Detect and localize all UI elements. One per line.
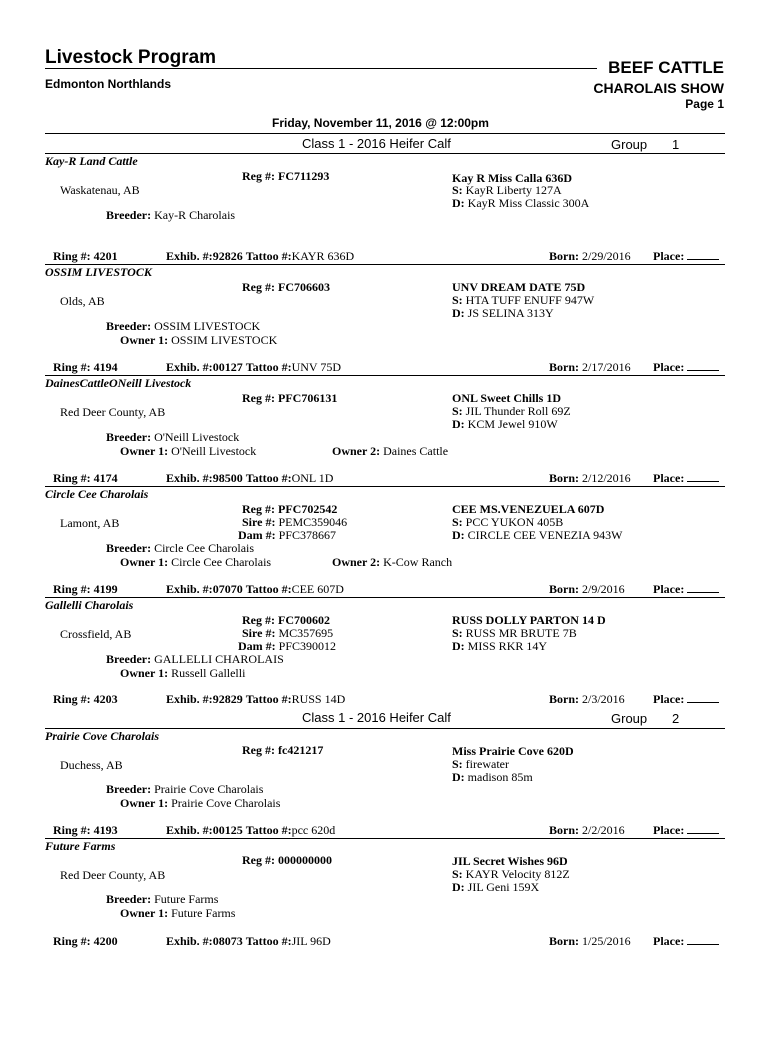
exhib-label: Exhib. #:: [166, 692, 213, 706]
class-rule-top: [45, 133, 725, 134]
ring-label: Ring #:: [53, 934, 91, 948]
dam-name: JS SELINA 313Y: [467, 306, 554, 320]
ring-label: Ring #:: [53, 249, 91, 263]
ring-number: 4199: [93, 582, 118, 596]
exhib-label: Exhib. #:: [166, 360, 213, 374]
group-label: Group: [611, 137, 648, 152]
sire-reg-number: PEMC359046: [278, 515, 348, 529]
tattoo-label: Tattoo #:: [245, 823, 292, 837]
reg-label: Reg #:: [242, 169, 275, 183]
place-blank: [687, 472, 719, 482]
dam-label: D:: [452, 639, 465, 653]
ring-label: Ring #:: [53, 471, 91, 485]
ring-label: Ring #:: [53, 692, 91, 706]
exhib-number: 92826: [212, 249, 243, 263]
born-date: 2/3/2016: [582, 692, 625, 706]
owner1-label: Owner 1:: [120, 796, 169, 810]
exhibitor-name: DainesCattleONeill Livestock: [45, 376, 192, 390]
group-number: 1: [672, 137, 680, 152]
exhibitor-location: Olds, AB: [60, 294, 105, 308]
reg-number: PFC706131: [278, 391, 338, 405]
exhibitor-location: Red Deer County, AB: [60, 868, 166, 882]
sire-name: RUSS MR BRUTE 7B: [465, 626, 577, 640]
sire-label: S:: [452, 757, 463, 771]
exhib-number: 00125: [212, 823, 243, 837]
exhib-number: 00127: [212, 360, 243, 374]
breeder-name: GALLELLI CHAROLAIS: [154, 652, 284, 666]
exhibitor-entry: [0, 839, 770, 1049]
tattoo-value: CEE 607D: [291, 582, 344, 596]
place-label: Place:: [653, 471, 685, 485]
reg-number: FC711293: [278, 169, 330, 183]
breeder-name: Kay-R Charolais: [154, 208, 236, 222]
breeder-label: Breeder:: [106, 892, 152, 906]
place-label: Place:: [653, 692, 685, 706]
breeder-name: OSSIM LIVESTOCK: [154, 319, 261, 333]
owner1-name: Future Farms: [171, 906, 236, 920]
owner2-label: Owner 2:: [332, 444, 381, 458]
exhibitor-name: Prairie Cove Charolais: [45, 729, 160, 743]
group-number: 2: [672, 711, 680, 726]
sire-name: firewater: [465, 757, 509, 771]
owner1-name: Russell Gallelli: [171, 666, 246, 680]
sire-label: S:: [452, 404, 463, 418]
exhib-number: 98500: [212, 471, 243, 485]
sire-name: HTA TUFF ENUFF 947W: [465, 293, 595, 307]
exhib-number: 07070: [212, 582, 243, 596]
dam-label: D:: [452, 417, 465, 431]
reg-label: Reg #:: [242, 391, 275, 405]
tattoo-value: pcc 620d: [291, 823, 336, 837]
tattoo-value: ONL 1D: [291, 471, 334, 485]
place-label: Place:: [653, 934, 685, 948]
ring-number: 4193: [93, 823, 118, 837]
exhibitor-location: Waskatenau, AB: [60, 183, 140, 197]
sire-reg-label: Sire #:: [242, 626, 276, 640]
sire-name: PCC YUKON 405B: [465, 515, 564, 529]
tattoo-value: UNV 75D: [291, 360, 342, 374]
reg-label: Reg #:: [242, 743, 275, 757]
place-blank: [687, 583, 719, 593]
owner2-label: Owner 2:: [332, 555, 381, 569]
dam-name: MISS RKR 14Y: [467, 639, 548, 653]
reg-number: fc421217: [278, 743, 324, 757]
born-label: Born:: [549, 471, 579, 485]
animal-name: CEE MS.VENEZUELA 607D: [452, 502, 605, 516]
sire-name: KAYR Velocity 812Z: [465, 867, 570, 881]
exhibitor-location: Crossfield, AB: [60, 627, 132, 641]
owner1-label: Owner 1:: [120, 444, 169, 458]
breeder-label: Breeder:: [106, 782, 152, 796]
ring-number: 4203: [93, 692, 118, 706]
reg-number: PFC702542: [278, 502, 338, 516]
breeder-name: Prairie Cove Charolais: [154, 782, 264, 796]
animal-name: Miss Prairie Cove 620D: [452, 744, 574, 758]
exhib-label: Exhib. #:: [166, 823, 213, 837]
exhib-number: 92829: [212, 692, 243, 706]
dam-label: D:: [452, 880, 465, 894]
organization: Edmonton Northlands: [45, 77, 171, 91]
group-label: Group: [611, 711, 648, 726]
sire-label: S:: [452, 626, 463, 640]
born-date: 2/9/2016: [582, 582, 625, 596]
exhibitor-location: Duchess, AB: [60, 758, 123, 772]
dam-reg-label: Dam #:: [238, 639, 276, 653]
tattoo-value: RUSS 14D: [291, 692, 346, 706]
owner2-name: Daines Cattle: [383, 444, 449, 458]
sire-label: S:: [452, 183, 463, 197]
breeder-label: Breeder:: [106, 208, 152, 222]
reg-label: Reg #:: [242, 502, 275, 516]
reg-number: FC700602: [278, 613, 330, 627]
dam-reg-label: Dam #:: [238, 528, 276, 542]
dam-reg-number: PFC390012: [278, 639, 337, 653]
ring-number: 4201: [93, 249, 118, 263]
reg-number: FC706603: [278, 280, 330, 294]
show-name: CHAROLAIS SHOW: [593, 80, 724, 96]
tattoo-label: Tattoo #:: [245, 692, 292, 706]
animal-name: UNV DREAM DATE 75D: [452, 280, 586, 294]
place-label: Place:: [653, 360, 685, 374]
born-date: 1/25/2016: [582, 934, 631, 948]
dam-name: JIL Geni 159X: [467, 880, 540, 894]
owner1-label: Owner 1:: [120, 666, 169, 680]
exhib-label: Exhib. #:: [166, 582, 213, 596]
owner1-name: O'Neill Livestock: [171, 444, 257, 458]
header-rule: [45, 68, 597, 69]
born-label: Born:: [549, 249, 579, 263]
breeder-name: O'Neill Livestock: [154, 430, 240, 444]
place-blank: [687, 361, 719, 371]
place-label: Place:: [653, 249, 685, 263]
tattoo-label: Tattoo #:: [245, 471, 292, 485]
born-date: 2/29/2016: [582, 249, 631, 263]
tattoo-label: Tattoo #:: [245, 360, 292, 374]
place-blank: [687, 250, 719, 260]
ring-label: Ring #:: [53, 582, 91, 596]
dam-label: D:: [452, 528, 465, 542]
owner1-name: Circle Cee Charolais: [171, 555, 272, 569]
dam-name: madison 85m: [467, 770, 533, 784]
breeder-label: Breeder:: [106, 541, 152, 555]
owner2-name: K-Cow Ranch: [383, 555, 453, 569]
tattoo-label: Tattoo #:: [245, 249, 292, 263]
exhib-label: Exhib. #:: [166, 249, 213, 263]
page-number: Page 1: [685, 97, 724, 111]
breeder-label: Breeder:: [106, 430, 152, 444]
reg-label: Reg #:: [242, 853, 275, 867]
tattoo-label: Tattoo #:: [245, 934, 292, 948]
dam-name: KCM Jewel 910W: [467, 417, 558, 431]
ring-number: 4194: [93, 360, 118, 374]
exhibitor-name: OSSIM LIVESTOCK: [45, 265, 152, 279]
place-blank: [687, 824, 719, 834]
place-blank: [687, 693, 719, 703]
place-label: Place:: [653, 582, 685, 596]
sire-label: S:: [452, 293, 463, 307]
exhib-label: Exhib. #:: [166, 471, 213, 485]
animal-name: JIL Secret Wishes 96D: [452, 854, 568, 868]
sire-label: S:: [452, 867, 463, 881]
class-title: Class 1 - 2016 Heifer Calf: [302, 136, 451, 151]
born-label: Born:: [549, 934, 579, 948]
show-datetime: Friday, November 11, 2016 @ 12:00pm: [272, 116, 489, 130]
sire-name: JIL Thunder Roll 69Z: [465, 404, 571, 418]
animal-name: RUSS DOLLY PARTON 14 D: [452, 613, 606, 627]
dam-label: D:: [452, 306, 465, 320]
born-date: 2/2/2016: [582, 823, 625, 837]
exhibitor-name: Kay-R Land Cattle: [45, 154, 138, 168]
exhib-number: 08073: [212, 934, 243, 948]
exhib-label: Exhib. #:: [166, 934, 213, 948]
exhibitor-name: Gallelli Charolais: [45, 598, 134, 612]
owner1-name: OSSIM LIVESTOCK: [171, 333, 278, 347]
born-date: 2/17/2016: [582, 360, 631, 374]
ring-label: Ring #:: [53, 823, 91, 837]
exhibitor-name: Circle Cee Charolais: [45, 487, 149, 501]
owner1-name: Prairie Cove Charolais: [171, 796, 281, 810]
reg-label: Reg #:: [242, 613, 275, 627]
born-label: Born:: [549, 582, 579, 596]
exhibitor-location: Lamont, AB: [60, 516, 120, 530]
reg-label: Reg #:: [242, 280, 275, 294]
ring-label: Ring #:: [53, 360, 91, 374]
ring-number: 4200: [93, 934, 118, 948]
breeder-label: Breeder:: [106, 652, 152, 666]
dam-name: KayR Miss Classic 300A: [467, 196, 590, 210]
dam-label: D:: [452, 196, 465, 210]
owner1-label: Owner 1:: [120, 555, 169, 569]
breeder-label: Breeder:: [106, 319, 152, 333]
dam-label: D:: [452, 770, 465, 784]
born-label: Born:: [549, 692, 579, 706]
breeder-name: Circle Cee Charolais: [154, 541, 255, 555]
sire-name: KayR Liberty 127A: [465, 183, 562, 197]
reg-number: 000000000: [278, 853, 332, 867]
animal-name: Kay R Miss Calla 636D: [452, 171, 572, 185]
sire-label: S:: [452, 515, 463, 529]
program-title: Livestock Program: [45, 47, 217, 68]
dam-name: CIRCLE CEE VENEZIA 943W: [467, 528, 623, 542]
born-date: 2/12/2016: [582, 471, 631, 485]
born-label: Born:: [549, 823, 579, 837]
tattoo-value: JIL 96D: [291, 934, 331, 948]
exhibitor-name: Future Farms: [45, 839, 116, 853]
ring-number: 4174: [93, 471, 118, 485]
place-blank: [687, 935, 719, 945]
sire-reg-label: Sire #:: [242, 515, 276, 529]
sire-reg-number: MC357695: [278, 626, 334, 640]
animal-name: ONL Sweet Chills 1D: [452, 391, 562, 405]
owner1-label: Owner 1:: [120, 333, 169, 347]
tattoo-value: KAYR 636D: [291, 249, 355, 263]
tattoo-label: Tattoo #:: [245, 582, 292, 596]
owner1-label: Owner 1:: [120, 906, 169, 920]
dam-reg-number: PFC378667: [278, 528, 337, 542]
show-category: BEEF CATTLE: [608, 58, 724, 77]
class-title: Class 1 - 2016 Heifer Calf: [302, 710, 451, 725]
breeder-name: Future Farms: [154, 892, 219, 906]
place-label: Place:: [653, 823, 685, 837]
exhibitor-location: Red Deer County, AB: [60, 405, 166, 419]
born-label: Born:: [549, 360, 579, 374]
